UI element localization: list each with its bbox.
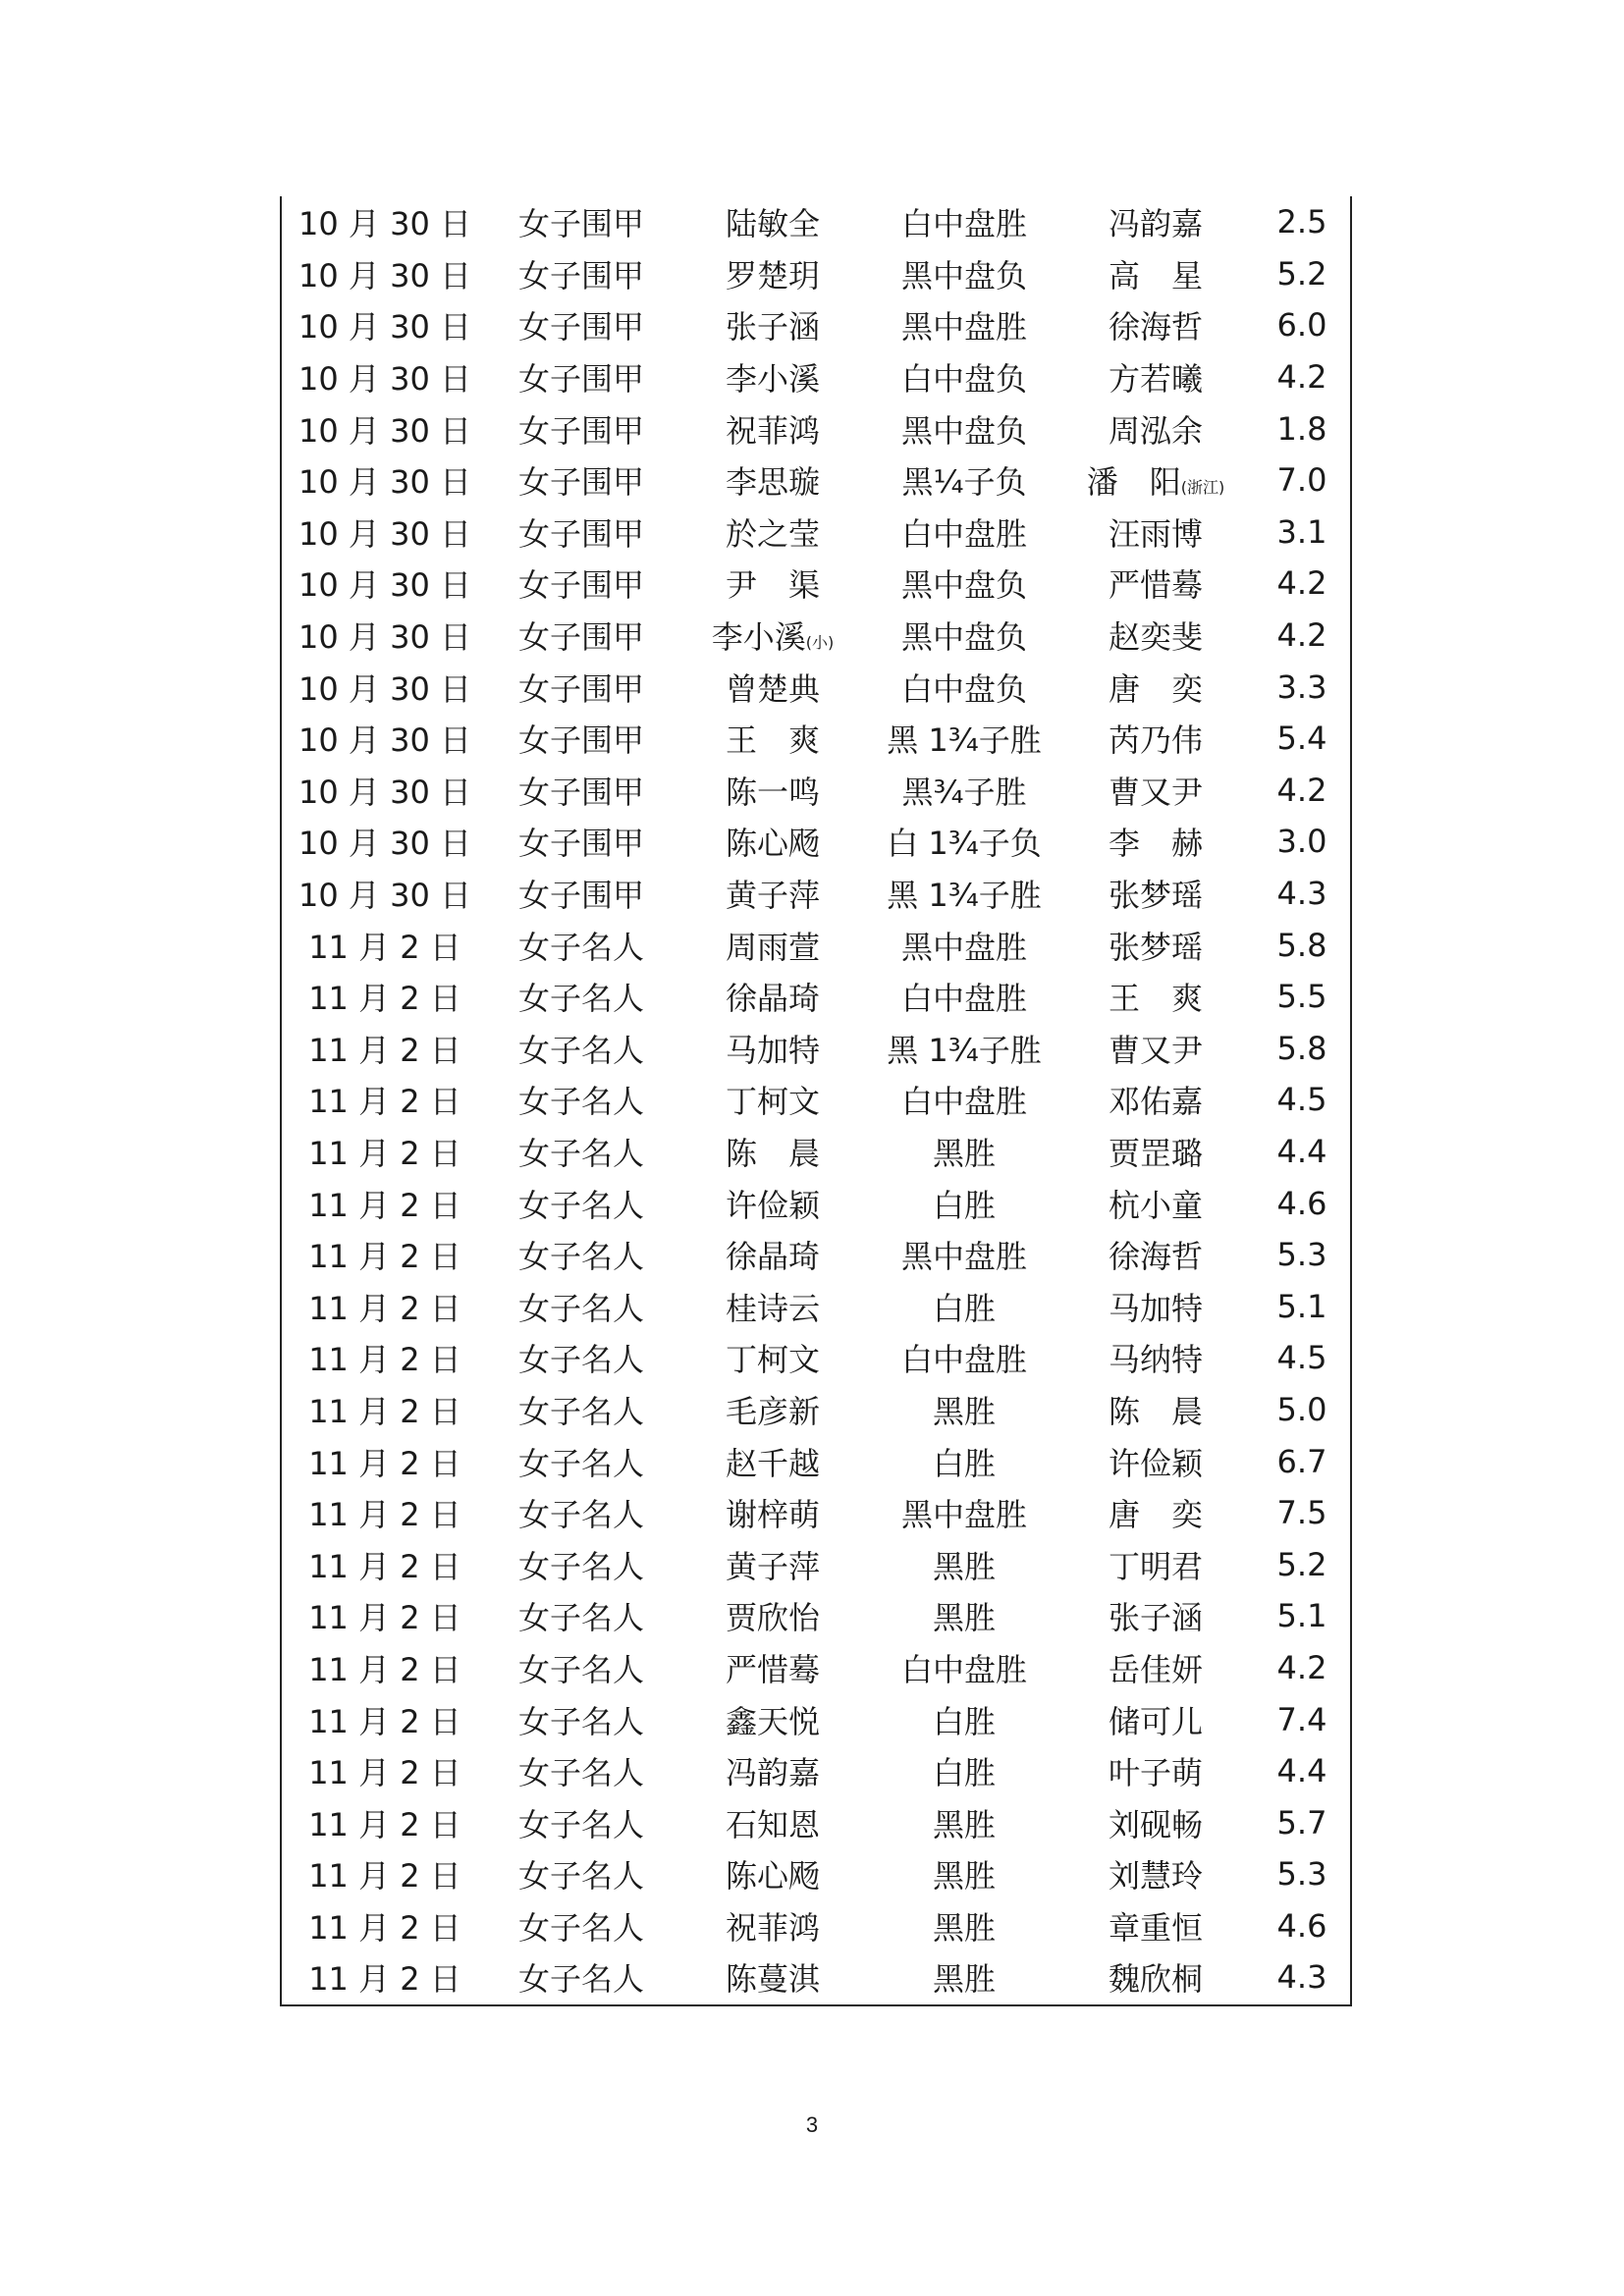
date-cell: 11 月 2 日 bbox=[308, 1186, 461, 1224]
event-cell: 女子名人 bbox=[517, 1134, 644, 1172]
score-cell: 3.0 bbox=[1276, 823, 1327, 861]
event-cell: 女子名人 bbox=[517, 1908, 644, 1947]
result-cell: 黑胜 bbox=[932, 1547, 996, 1585]
table-row bbox=[282, 1435, 1350, 1487]
table-row bbox=[282, 1280, 1350, 1332]
date-cell: 11 月 2 日 bbox=[308, 1341, 461, 1379]
white-player-cell: 徐海哲 bbox=[1108, 308, 1203, 347]
event-cell: 女子名人 bbox=[517, 1031, 644, 1069]
score-cell: 5.2 bbox=[1276, 1545, 1327, 1583]
event-cell: 女子名人 bbox=[517, 1754, 644, 1792]
table-row bbox=[282, 248, 1350, 300]
result-cell: 白中盘胜 bbox=[900, 1083, 1027, 1121]
black-player-cell: 丁柯文 bbox=[725, 1083, 820, 1121]
date-cell: 11 月 2 日 bbox=[308, 928, 461, 966]
event-cell: 女子围甲 bbox=[517, 308, 644, 347]
date-cell: 11 月 2 日 bbox=[308, 1960, 461, 1999]
table-row bbox=[282, 610, 1350, 662]
black-player-cell: 陈心飏 bbox=[725, 1857, 820, 1896]
date-cell: 11 月 2 日 bbox=[308, 1857, 461, 1896]
table-row bbox=[282, 765, 1350, 817]
white-player-cell: 赵奕斐 bbox=[1108, 618, 1203, 657]
table-row bbox=[282, 1590, 1350, 1642]
white-player-cell: 魏欣桐 bbox=[1108, 1960, 1203, 1999]
table-row bbox=[282, 816, 1350, 868]
score-cell: 4.2 bbox=[1276, 1648, 1327, 1686]
table-row bbox=[282, 661, 1350, 713]
score-cell: 4.2 bbox=[1276, 564, 1327, 603]
score-cell: 5.1 bbox=[1276, 1287, 1327, 1325]
black-player-cell: 於之莹 bbox=[725, 514, 820, 553]
score-cell: 2.5 bbox=[1276, 203, 1327, 241]
white-player-cell: 丁明君 bbox=[1108, 1547, 1203, 1585]
table-row bbox=[282, 919, 1350, 971]
date-cell: 10 月 30 日 bbox=[298, 256, 471, 294]
white-player-cell: 许俭颖 bbox=[1108, 1444, 1203, 1482]
event-cell: 女子围甲 bbox=[517, 360, 644, 399]
result-cell: 白中盘胜 bbox=[900, 514, 1027, 553]
result-cell: 白胜 bbox=[932, 1702, 996, 1740]
event-cell: 女子名人 bbox=[517, 1186, 644, 1224]
date-cell: 11 月 2 日 bbox=[308, 1289, 461, 1327]
result-cell: 黑¼子负 bbox=[901, 463, 1027, 502]
event-cell: 女子围甲 bbox=[517, 721, 644, 760]
black-player-cell: 石知恩 bbox=[725, 1805, 820, 1843]
white-player-cell: 曹又尹 bbox=[1108, 1031, 1203, 1069]
result-cell: 黑中盘负 bbox=[900, 618, 1027, 657]
event-cell: 女子围甲 bbox=[517, 773, 644, 811]
date-cell: 10 月 30 日 bbox=[298, 360, 471, 399]
event-cell: 女子围甲 bbox=[517, 669, 644, 708]
result-cell: 白中盘负 bbox=[900, 669, 1027, 708]
result-cell: 白中盘胜 bbox=[900, 1650, 1027, 1688]
table-row bbox=[282, 1384, 1350, 1436]
table-row bbox=[282, 1229, 1350, 1281]
score-cell: 4.6 bbox=[1276, 1184, 1327, 1222]
result-cell: 白胜 bbox=[932, 1186, 996, 1224]
white-player-cell: 潘 阳(浙江) bbox=[1086, 463, 1225, 502]
white-player-cell: 贾罡璐 bbox=[1108, 1134, 1203, 1172]
black-player-cell: 冯韵嘉 bbox=[725, 1754, 820, 1792]
event-cell: 女子围甲 bbox=[517, 514, 644, 553]
black-player-cell: 马加特 bbox=[725, 1031, 820, 1069]
date-cell: 11 月 2 日 bbox=[308, 1702, 461, 1740]
date-cell: 11 月 2 日 bbox=[308, 1083, 461, 1121]
table-row bbox=[282, 1487, 1350, 1539]
date-cell: 10 月 30 日 bbox=[298, 411, 471, 450]
white-player-cell: 张梦瑶 bbox=[1108, 928, 1203, 966]
result-cell: 黑胜 bbox=[932, 1805, 996, 1843]
event-cell: 女子名人 bbox=[517, 928, 644, 966]
score-cell: 6.7 bbox=[1276, 1442, 1327, 1480]
white-player-cell: 储可儿 bbox=[1108, 1702, 1203, 1740]
black-player-cell: 李小溪 bbox=[725, 360, 820, 399]
table-row bbox=[282, 196, 1350, 248]
score-cell: 6.0 bbox=[1276, 306, 1327, 345]
event-cell: 女子名人 bbox=[517, 1238, 644, 1276]
result-cell: 黑中盘胜 bbox=[900, 1238, 1027, 1276]
score-cell: 4.4 bbox=[1276, 1752, 1327, 1790]
black-player-cell: 陈蔓淇 bbox=[725, 1960, 820, 1999]
date-cell: 11 月 2 日 bbox=[308, 1444, 461, 1482]
event-cell: 女子围甲 bbox=[517, 825, 644, 863]
event-cell: 女子名人 bbox=[517, 1289, 644, 1327]
table-row bbox=[282, 1538, 1350, 1590]
date-cell: 10 月 30 日 bbox=[298, 308, 471, 347]
white-player-cell: 章重恒 bbox=[1108, 1908, 1203, 1947]
black-player-cell: 黄子萍 bbox=[725, 1547, 820, 1585]
white-player-cell: 汪雨博 bbox=[1108, 514, 1203, 553]
date-cell: 11 月 2 日 bbox=[308, 980, 461, 1018]
score-cell: 5.3 bbox=[1276, 1236, 1327, 1274]
date-cell: 11 月 2 日 bbox=[308, 1805, 461, 1843]
result-cell: 黑 1¾子胜 bbox=[887, 1031, 1042, 1069]
black-player-cell: 祝菲鸿 bbox=[725, 1908, 820, 1947]
result-cell: 白胜 bbox=[932, 1754, 996, 1792]
black-player-cell: 鑫天悦 bbox=[725, 1702, 820, 1740]
event-cell: 女子名人 bbox=[517, 980, 644, 1018]
table-row bbox=[282, 1023, 1350, 1075]
result-cell: 白中盘负 bbox=[900, 360, 1027, 399]
black-player-cell: 张子涵 bbox=[725, 308, 820, 347]
table-row bbox=[282, 1126, 1350, 1178]
white-player-cell: 杭小童 bbox=[1108, 1186, 1203, 1224]
result-cell: 黑 1¾子胜 bbox=[887, 877, 1042, 915]
table-row bbox=[282, 1951, 1350, 2003]
black-player-cell: 桂诗云 bbox=[725, 1289, 820, 1327]
white-player-cell: 刘砚畅 bbox=[1108, 1805, 1203, 1843]
date-cell: 11 月 2 日 bbox=[308, 1754, 461, 1792]
black-player-cell: 毛彦新 bbox=[725, 1392, 820, 1430]
table-row bbox=[282, 971, 1350, 1023]
result-cell: 黑中盘负 bbox=[900, 566, 1027, 605]
table-row bbox=[282, 351, 1350, 403]
event-cell: 女子名人 bbox=[517, 1650, 644, 1688]
score-cell: 1.8 bbox=[1276, 409, 1327, 448]
table-row bbox=[282, 1900, 1350, 1952]
event-cell: 女子名人 bbox=[517, 1444, 644, 1482]
white-player-cell: 刘慧玲 bbox=[1108, 1857, 1203, 1896]
black-player-cell: 严惜蓦 bbox=[725, 1650, 820, 1688]
score-cell: 4.5 bbox=[1276, 1339, 1327, 1377]
date-cell: 11 月 2 日 bbox=[308, 1392, 461, 1430]
page-number: 3 bbox=[805, 2112, 819, 2137]
event-cell: 女子围甲 bbox=[517, 877, 644, 915]
score-cell: 5.0 bbox=[1276, 1390, 1327, 1428]
table-row bbox=[282, 1796, 1350, 1848]
table-row bbox=[282, 713, 1350, 765]
event-cell: 女子名人 bbox=[517, 1805, 644, 1843]
result-cell: 白中盘胜 bbox=[900, 205, 1027, 243]
date-cell: 11 月 2 日 bbox=[308, 1134, 461, 1172]
date-cell: 10 月 30 日 bbox=[298, 566, 471, 605]
white-player-cell: 周泓余 bbox=[1108, 411, 1203, 450]
white-player-cell: 岳佳妍 bbox=[1108, 1650, 1203, 1688]
black-player-cell: 谢梓萌 bbox=[725, 1496, 820, 1534]
white-player-cell: 马加特 bbox=[1108, 1289, 1203, 1327]
black-player-cell: 罗楚玥 bbox=[725, 256, 820, 294]
date-cell: 10 月 30 日 bbox=[298, 514, 471, 553]
black-player-cell: 陈一鸣 bbox=[725, 773, 820, 811]
player-note: (小) bbox=[805, 633, 835, 653]
player-note: (浙江) bbox=[1180, 478, 1225, 498]
score-cell: 5.2 bbox=[1276, 254, 1327, 293]
date-cell: 10 月 30 日 bbox=[298, 618, 471, 657]
score-cell: 5.8 bbox=[1276, 1029, 1327, 1067]
score-cell: 4.2 bbox=[1276, 771, 1327, 809]
score-cell: 4.2 bbox=[1276, 616, 1327, 655]
white-player-cell: 李 赫 bbox=[1108, 825, 1203, 863]
score-cell: 7.0 bbox=[1276, 461, 1327, 500]
black-player-cell: 尹 渠 bbox=[725, 566, 820, 605]
event-cell: 女子围甲 bbox=[517, 256, 644, 294]
date-cell: 11 月 2 日 bbox=[308, 1238, 461, 1276]
white-player-cell: 陈 晨 bbox=[1108, 1392, 1203, 1430]
score-cell: 4.6 bbox=[1276, 1906, 1327, 1945]
date-cell: 10 月 30 日 bbox=[298, 463, 471, 502]
score-cell: 7.5 bbox=[1276, 1494, 1327, 1532]
date-cell: 11 月 2 日 bbox=[308, 1031, 461, 1069]
table-row bbox=[282, 402, 1350, 454]
white-player-cell: 徐海哲 bbox=[1108, 1238, 1203, 1276]
date-cell: 10 月 30 日 bbox=[298, 825, 471, 863]
white-player-cell: 张梦瑶 bbox=[1108, 877, 1203, 915]
white-player-cell: 曹又尹 bbox=[1108, 773, 1203, 811]
white-player-cell: 王 爽 bbox=[1108, 980, 1203, 1018]
table-row bbox=[282, 1177, 1350, 1229]
black-player-cell: 李小溪(小) bbox=[711, 618, 835, 657]
score-cell: 4.4 bbox=[1276, 1132, 1327, 1170]
date-cell: 11 月 2 日 bbox=[308, 1547, 461, 1585]
table-row bbox=[282, 868, 1350, 920]
table-row bbox=[282, 558, 1350, 610]
score-cell: 5.7 bbox=[1276, 1803, 1327, 1842]
black-player-cell: 陈 晨 bbox=[725, 1134, 820, 1172]
table-row bbox=[282, 1642, 1350, 1694]
result-cell: 黑胜 bbox=[932, 1599, 996, 1637]
result-cell: 黑中盘负 bbox=[900, 256, 1027, 294]
score-cell: 5.1 bbox=[1276, 1597, 1327, 1635]
event-cell: 女子围甲 bbox=[517, 205, 644, 243]
results-table bbox=[280, 196, 1352, 2006]
table-row bbox=[282, 1848, 1350, 1900]
white-player-cell: 邓佑嘉 bbox=[1108, 1083, 1203, 1121]
score-cell: 3.3 bbox=[1276, 667, 1327, 706]
result-cell: 白胜 bbox=[932, 1289, 996, 1327]
white-player-cell: 唐 奕 bbox=[1108, 1496, 1203, 1534]
score-cell: 5.4 bbox=[1276, 720, 1327, 758]
white-player-cell: 冯韵嘉 bbox=[1108, 205, 1203, 243]
black-player-cell: 王 爽 bbox=[725, 721, 820, 760]
black-player-cell: 李思璇 bbox=[725, 463, 820, 502]
date-cell: 10 月 30 日 bbox=[298, 669, 471, 708]
result-cell: 黑中盘负 bbox=[900, 411, 1027, 450]
result-cell: 黑中盘胜 bbox=[900, 308, 1027, 347]
event-cell: 女子名人 bbox=[517, 1960, 644, 1999]
table-row bbox=[282, 1745, 1350, 1797]
score-cell: 4.3 bbox=[1276, 1958, 1327, 1997]
white-player-cell: 严惜蓦 bbox=[1108, 566, 1203, 605]
result-cell: 黑胜 bbox=[932, 1392, 996, 1430]
black-player-cell: 祝菲鸿 bbox=[725, 411, 820, 450]
score-cell: 5.3 bbox=[1276, 1855, 1327, 1894]
event-cell: 女子名人 bbox=[517, 1702, 644, 1740]
table-row bbox=[282, 1074, 1350, 1126]
event-cell: 女子名人 bbox=[517, 1341, 644, 1379]
table-row bbox=[282, 454, 1350, 507]
white-player-cell: 马纳特 bbox=[1108, 1341, 1203, 1379]
white-player-cell: 高 星 bbox=[1108, 256, 1203, 294]
black-player-cell: 黄子萍 bbox=[725, 877, 820, 915]
date-cell: 10 月 30 日 bbox=[298, 877, 471, 915]
event-cell: 女子名人 bbox=[517, 1547, 644, 1585]
table-row bbox=[282, 1693, 1350, 1745]
black-player-cell: 赵千越 bbox=[725, 1444, 820, 1482]
result-cell: 黑 1¾子胜 bbox=[887, 721, 1042, 760]
white-player-cell: 方若曦 bbox=[1108, 360, 1203, 399]
white-player-cell: 张子涵 bbox=[1108, 1599, 1203, 1637]
date-cell: 11 月 2 日 bbox=[308, 1650, 461, 1688]
white-player-cell: 叶子萌 bbox=[1108, 1754, 1203, 1792]
event-cell: 女子名人 bbox=[517, 1392, 644, 1430]
black-player-cell: 许俭颖 bbox=[725, 1186, 820, 1224]
result-cell: 白中盘胜 bbox=[900, 1341, 1027, 1379]
result-cell: 黑中盘胜 bbox=[900, 928, 1027, 966]
event-cell: 女子围甲 bbox=[517, 411, 644, 450]
result-cell: 白中盘胜 bbox=[900, 980, 1027, 1018]
result-cell: 白 1¾子负 bbox=[887, 825, 1042, 863]
black-player-cell: 周雨萱 bbox=[725, 928, 820, 966]
result-cell: 黑胜 bbox=[932, 1960, 996, 1999]
event-cell: 女子围甲 bbox=[517, 463, 644, 502]
event-cell: 女子名人 bbox=[517, 1599, 644, 1637]
score-cell: 4.3 bbox=[1276, 875, 1327, 913]
event-cell: 女子围甲 bbox=[517, 566, 644, 605]
result-cell: 白胜 bbox=[932, 1444, 996, 1482]
score-cell: 5.8 bbox=[1276, 926, 1327, 964]
date-cell: 11 月 2 日 bbox=[308, 1496, 461, 1534]
event-cell: 女子围甲 bbox=[517, 618, 644, 657]
score-cell: 5.5 bbox=[1276, 978, 1327, 1016]
black-player-cell: 丁柯文 bbox=[725, 1341, 820, 1379]
result-cell: 黑胜 bbox=[932, 1857, 996, 1896]
event-cell: 女子名人 bbox=[517, 1496, 644, 1534]
date-cell: 11 月 2 日 bbox=[308, 1908, 461, 1947]
score-cell: 3.1 bbox=[1276, 512, 1327, 551]
black-player-cell: 陆敏全 bbox=[725, 205, 820, 243]
result-cell: 黑¾子胜 bbox=[901, 773, 1027, 811]
score-cell: 4.5 bbox=[1276, 1081, 1327, 1119]
black-player-cell: 曾楚典 bbox=[725, 669, 820, 708]
result-cell: 黑中盘胜 bbox=[900, 1496, 1027, 1534]
black-player-cell: 徐晶琦 bbox=[725, 1238, 820, 1276]
event-cell: 女子名人 bbox=[517, 1083, 644, 1121]
black-player-cell: 贾欣怡 bbox=[725, 1599, 820, 1637]
white-player-cell: 芮乃伟 bbox=[1108, 721, 1203, 760]
table-row bbox=[282, 1332, 1350, 1384]
date-cell: 10 月 30 日 bbox=[298, 205, 471, 243]
table-row bbox=[282, 507, 1350, 559]
table-row bbox=[282, 299, 1350, 351]
date-cell: 11 月 2 日 bbox=[308, 1599, 461, 1637]
date-cell: 10 月 30 日 bbox=[298, 721, 471, 760]
result-cell: 黑胜 bbox=[932, 1134, 996, 1172]
event-cell: 女子名人 bbox=[517, 1857, 644, 1896]
black-player-cell: 徐晶琦 bbox=[725, 980, 820, 1018]
black-player-cell: 陈心飏 bbox=[725, 825, 820, 863]
date-cell: 10 月 30 日 bbox=[298, 773, 471, 811]
score-cell: 7.4 bbox=[1276, 1700, 1327, 1738]
white-player-cell: 唐 奕 bbox=[1108, 669, 1203, 708]
result-cell: 黑胜 bbox=[932, 1908, 996, 1947]
score-cell: 4.2 bbox=[1276, 358, 1327, 397]
